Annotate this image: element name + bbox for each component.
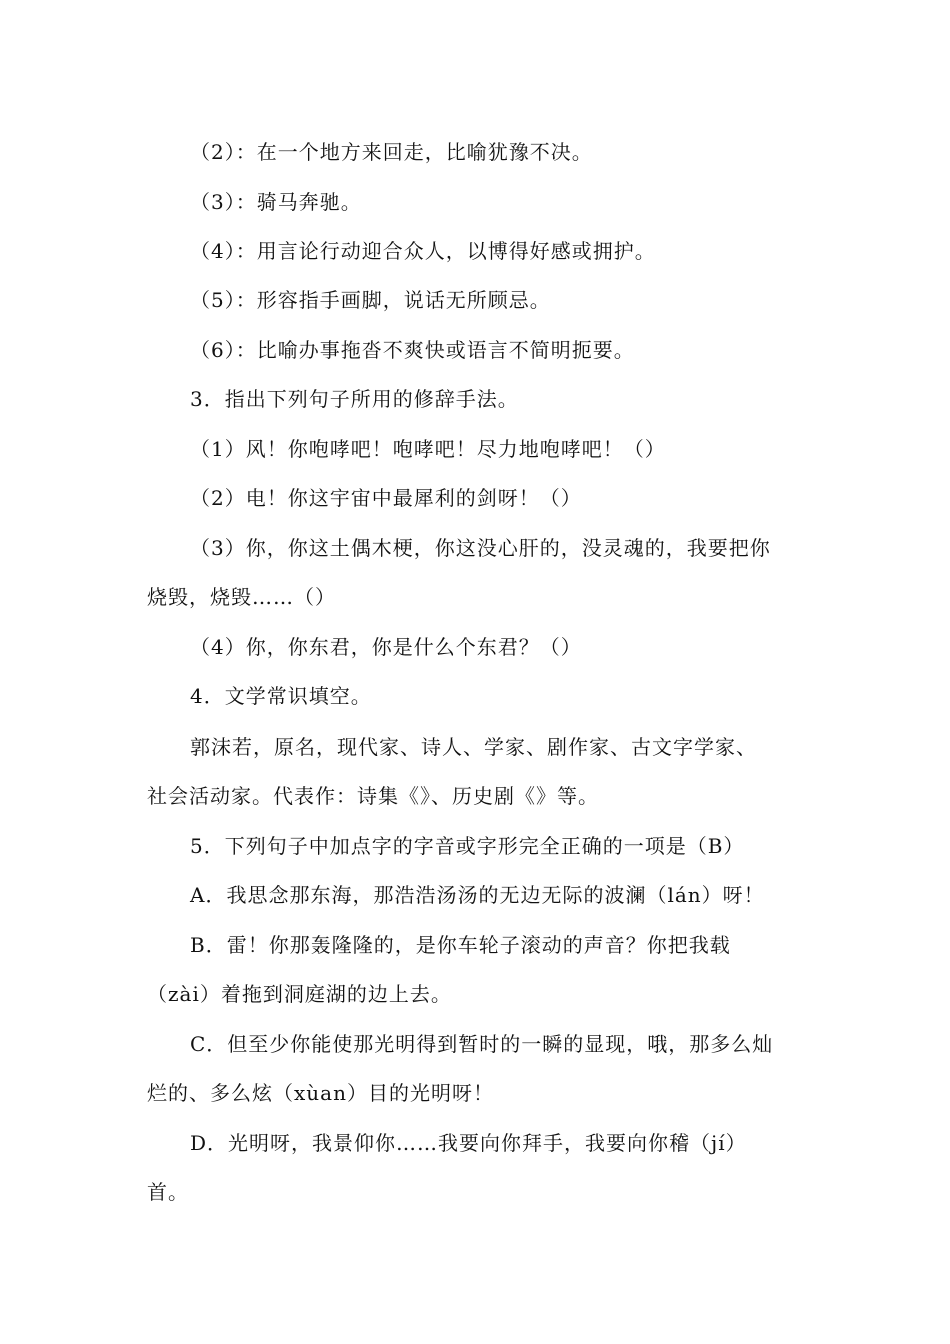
question-5-option-c-cont: 烂的、多么炫（xùan）目的光明呀！ — [147, 1081, 494, 1105]
question-3-item-4: （4）你，你东君，你是什么个东君？（） — [190, 635, 582, 659]
question-3-item-2: （2）电！你这宇宙中最犀利的剑呀！（） — [190, 486, 582, 510]
question-5-option-b-cont: （zài）着拖到洞庭湖的边上去。 — [147, 982, 452, 1006]
question-4-text-cont: 社会活动家。代表作：诗集《》、历史剧《》等。 — [147, 784, 599, 808]
question-3-item-3: （3）你，你这土偶木梗，你这没心肝的，没灵魂的，我要把你 — [190, 536, 771, 560]
question-5-title: 5．下列句子中加点字的字音或字形完全正确的一项是（B） — [190, 834, 745, 858]
definition-4: （4）：用言论行动迎合众人，以博得好感或拥护。 — [190, 239, 656, 263]
question-5-option-c: C．但至少你能使那光明得到暂时的一瞬的显现，哦，那多么灿 — [190, 1032, 774, 1056]
question-3-item-1: （1）风！你咆哮吧！咆哮吧！尽力地咆哮吧！（） — [190, 437, 666, 461]
definition-3: （3）：骑马奔驰。 — [190, 190, 362, 214]
question-4-text: 郭沫若，原名，现代家、诗人、学家、剧作家、古文字学家、 — [190, 735, 757, 759]
question-5-option-a: A．我思念那东海，那浩浩汤汤的无边无际的波澜（lán）呀！ — [190, 883, 765, 907]
question-5-option-b: B．雷！你那轰隆隆的，是你车轮子滚动的声音？你把我载 — [190, 933, 731, 957]
definition-2: （2）：在一个地方来回走，比喻犹豫不决。 — [190, 140, 593, 164]
question-5-option-d: D．光明呀，我景仰你……我要向你拜手，我要向你稽（jí） — [190, 1131, 747, 1155]
definition-6: （6）：比喻办事拖沓不爽快或语言不简明扼要。 — [190, 338, 635, 362]
question-4-title: 4．文学常识填空。 — [190, 684, 372, 708]
definition-5: （5）：形容指手画脚，说话无所顾忌。 — [190, 288, 551, 312]
question-3-title: 3．指出下列句子所用的修辞手法。 — [190, 387, 519, 411]
question-3-item-3-cont: 烧毁，烧毁……（） — [147, 585, 336, 609]
question-5-option-d-cont: 首。 — [147, 1180, 189, 1204]
